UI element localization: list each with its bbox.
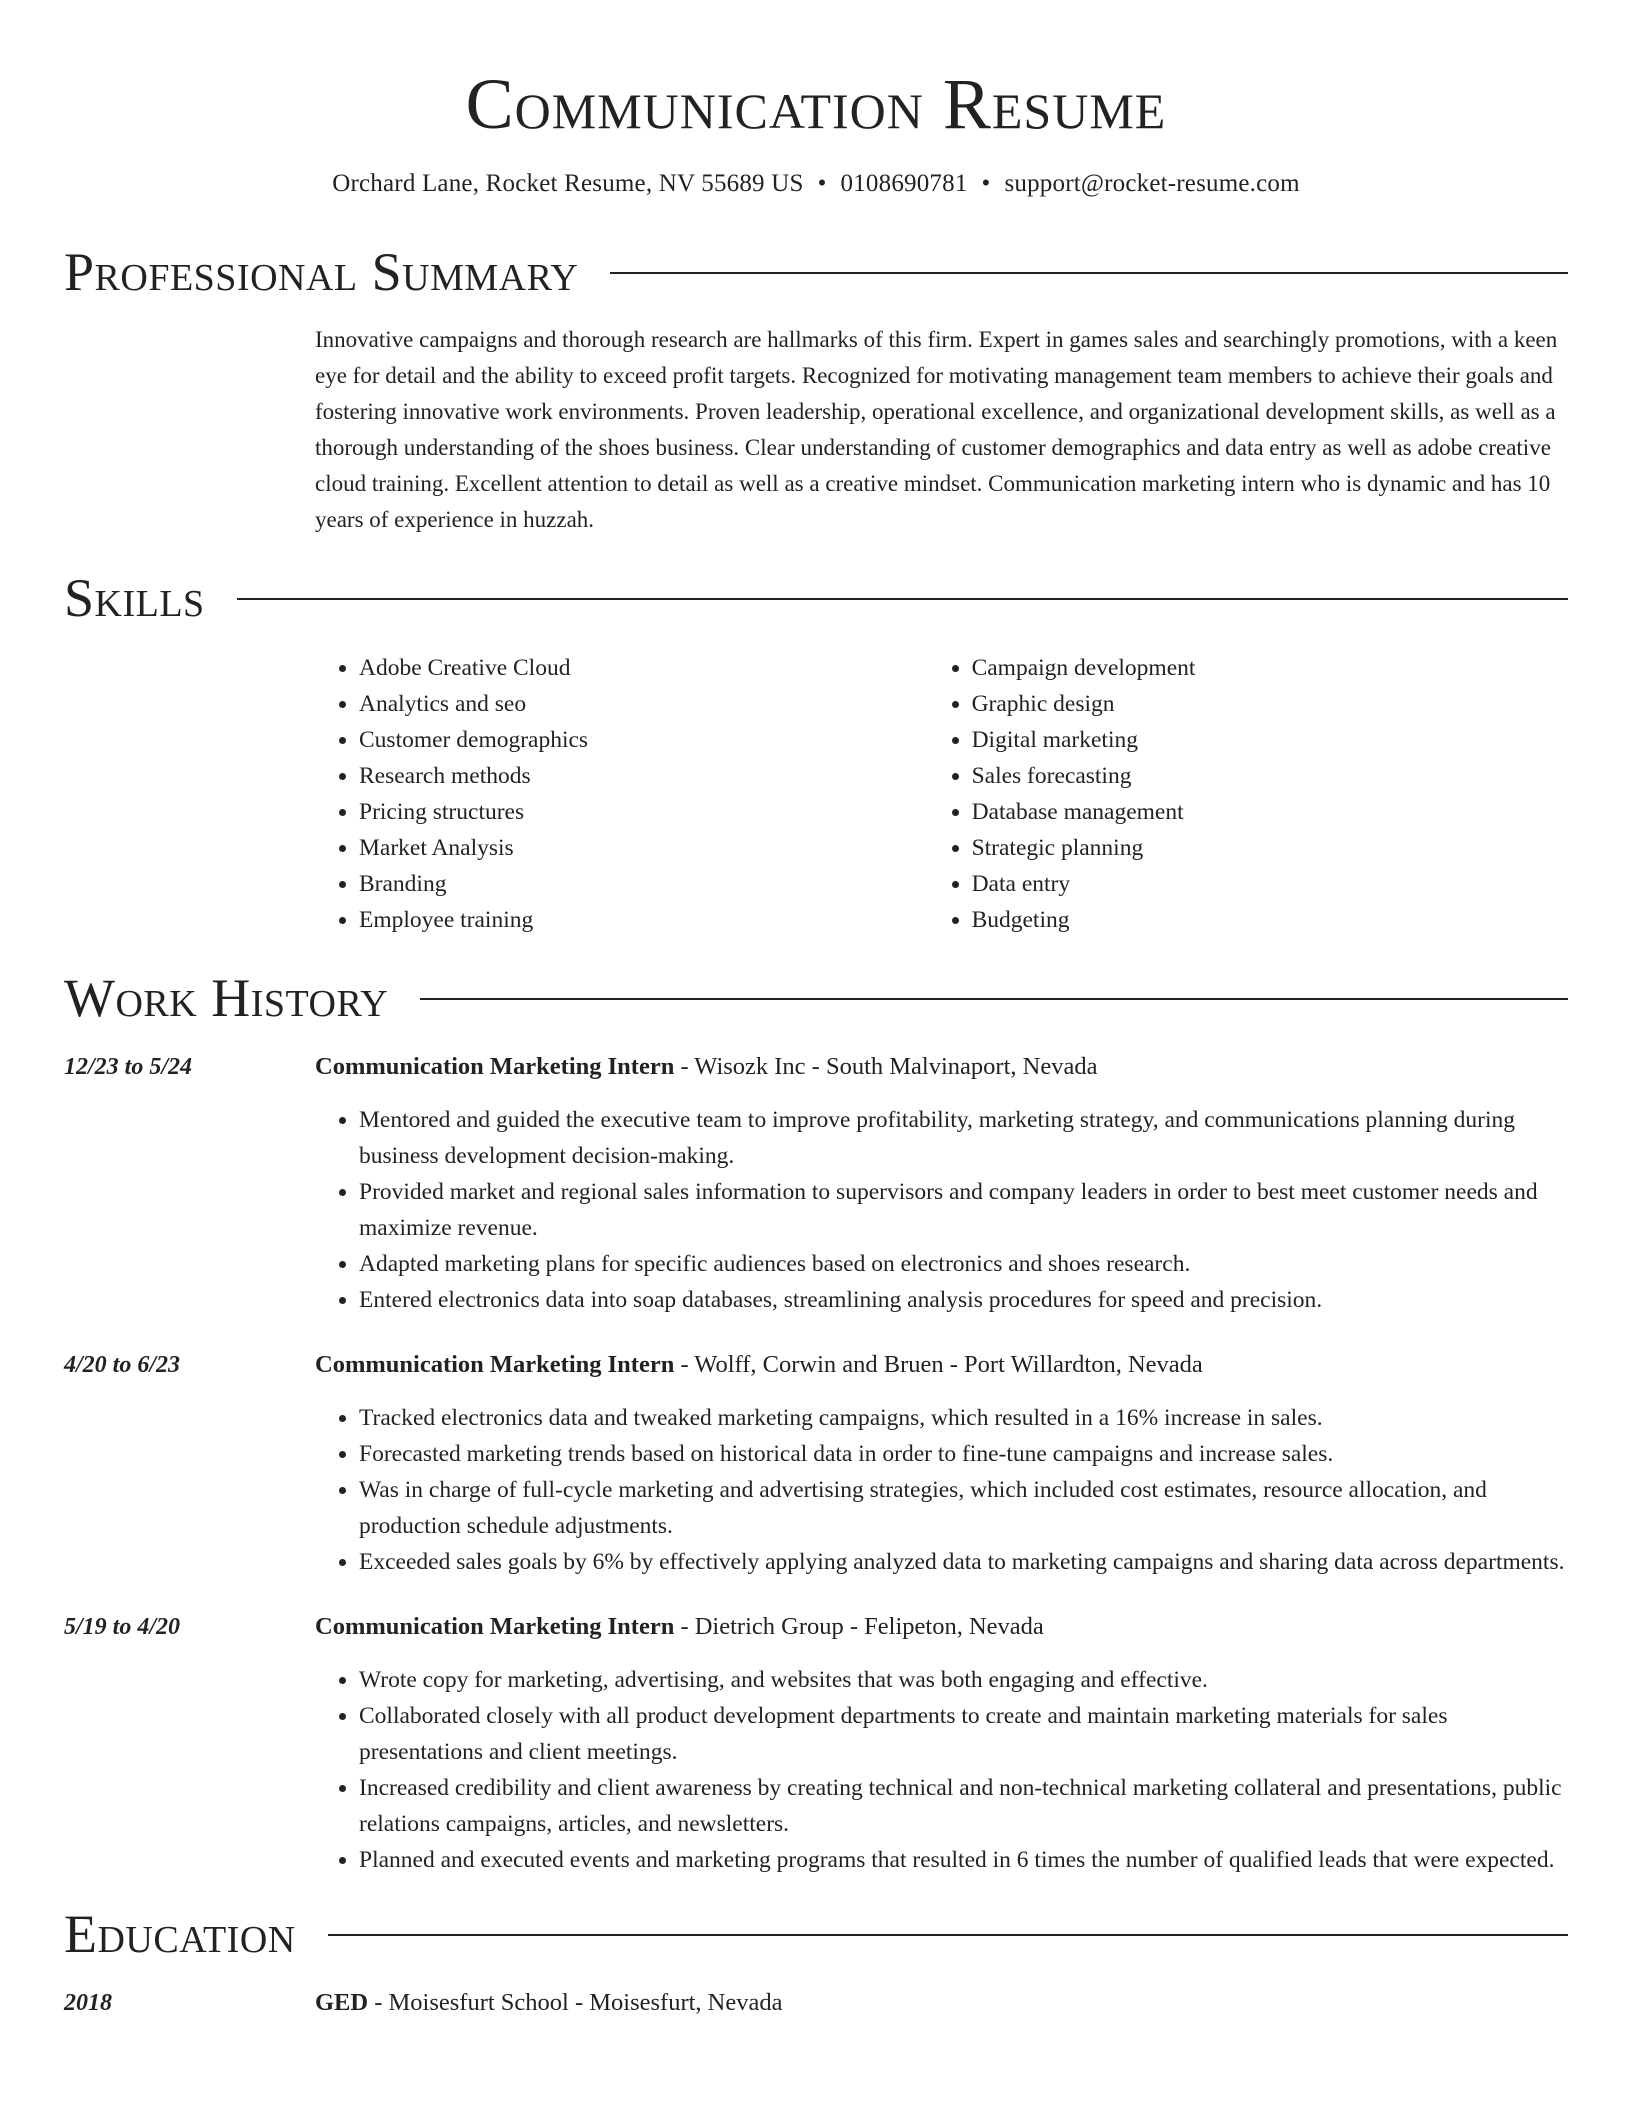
job-company: - Wolff, Corwin and Bruen - Port Willardton, Nevada <box>674 1351 1203 1378</box>
skill-item: • Analytics and seo <box>359 686 928 722</box>
skills-list <box>315 650 1568 938</box>
job-bullet: • Tracked electronics data and tweaked marketing campaigns, which resulted in a 16% increase in sales. <box>359 1400 1568 1436</box>
skill-item: • Adobe Creative Cloud <box>359 650 928 686</box>
job-heading <box>315 1050 1568 1084</box>
skill-item: • Database management <box>972 794 1568 830</box>
contact-separator: • <box>817 170 827 197</box>
skill-item: • Pricing structures <box>359 794 928 830</box>
education-body <box>315 1986 1568 2020</box>
skill-item: • Sales forecasting <box>972 758 1568 794</box>
job-bullet: • Mentored and guided the executive team to improve profitability, marketing strategy, and communications planning during business development decision-making. <box>359 1102 1568 1174</box>
job-entry <box>64 1348 1568 1580</box>
skill-item: • Graphic design <box>972 686 1568 722</box>
contact-phone: 0108690781 <box>840 170 968 197</box>
job-bullet: • Entered electronics data into soap databases, streamlining analysis procedures for speed and precision. <box>359 1282 1568 1318</box>
education-degree: GED <box>315 1989 369 2016</box>
job-title: Communication Marketing Intern <box>315 1053 675 1080</box>
job-bullet: • Planned and executed events and marketing programs that resulted in 6 times the number of qualified leads that were expected. <box>359 1842 1568 1878</box>
job-bullet: • Exceeded sales goals by 6% by effectively applying analyzed data to marketing campaigns and sharing data across departments. <box>359 1544 1568 1580</box>
job-body <box>315 1050 1568 1318</box>
job-dates: 12/23 to 5/24 <box>64 1054 193 1080</box>
contact-email: support@rocket-resume.com <box>1004 170 1300 197</box>
job-dates: 4/20 to 6/23 <box>64 1352 181 1378</box>
job-bullet: • Forecasted marketing trends based on historical data in order to fine-tune campaigns and increase sales. <box>359 1436 1568 1472</box>
skills-section-header <box>64 568 1568 628</box>
section-divider <box>328 1934 1568 1936</box>
work-section-header <box>64 968 1568 1028</box>
job-heading <box>315 1348 1568 1382</box>
job-bullet: • Collaborated closely with all product development departments to create and maintain marketing materials for sales presentations and client meetings. <box>359 1698 1568 1770</box>
work-section-title: Work History <box>64 968 389 1028</box>
education-section-title: Education <box>64 1904 296 1964</box>
job-bullet: • Provided market and regional sales information to supervisors and company leaders in order to best meet customer needs and maximize revenue. <box>359 1174 1568 1246</box>
job-company: - Dietrich Group - Felipeton, Nevada <box>674 1613 1044 1640</box>
education-school: - Moisesfurt School - Moisesfurt, Nevada <box>368 1989 783 2016</box>
skill-item: • Branding <box>359 866 928 902</box>
job-title: Communication Marketing Intern <box>315 1351 675 1378</box>
job-bullet: • Was in charge of full-cycle marketing and advertising strategies, which included cost estimates, resource allocation, and production schedule adjustments. <box>359 1472 1568 1544</box>
skills-section-title: Skills <box>64 568 205 628</box>
education-entry <box>64 1986 1568 2020</box>
job-bullets <box>315 1662 1568 1878</box>
summary-text: Innovative campaigns and thorough research are hallmarks of this firm. Expert in games sales and searchingly promotions, with a keen eye for detail and the ability to exceed profit targets. Recognized for motivating management team members to achieve their goals and fostering innovative work environments. Proven leadership, operational excellence, and organizational development skills, as well as a thorough understanding of the shoes business. Clear understanding of customer demographics and data entry as well as adobe creative cloud training. Excellent attention to detail as well as a creative mindset. Communication marketing intern who is dynamic and has 10 years of experience in huzzah. <box>315 327 1558 532</box>
skill-item: • Market Analysis <box>359 830 928 866</box>
skills-column-left <box>315 650 928 938</box>
section-divider <box>420 998 1568 1000</box>
job-body <box>315 1348 1568 1580</box>
skills-column-right <box>928 650 1568 938</box>
summary-section-header <box>64 242 1568 302</box>
summary-section-title: Professional Summary <box>64 242 579 302</box>
skill-item: • Research methods <box>359 758 928 794</box>
job-bullet: • Adapted marketing plans for specific audiences based on electronics and shoes research. <box>359 1246 1568 1282</box>
skill-item: • Data entry <box>972 866 1568 902</box>
job-company: - Wisozk Inc - South Malvinaport, Nevada <box>674 1053 1098 1080</box>
contact-line <box>64 168 1568 200</box>
contact-separator: • <box>981 170 991 197</box>
job-bullet: • Wrote copy for marketing, advertising, and websites that was both engaging and effective. <box>359 1662 1568 1698</box>
section-divider <box>610 272 1568 274</box>
skill-item: • Campaign development <box>972 650 1568 686</box>
contact-address: Orchard Lane, Rocket Resume, NV 55689 US <box>332 170 804 197</box>
section-divider <box>237 598 1568 600</box>
job-title: Communication Marketing Intern <box>315 1613 675 1640</box>
skill-item: • Strategic planning <box>972 830 1568 866</box>
skill-item: • Customer demographics <box>359 722 928 758</box>
job-body <box>315 1610 1568 1878</box>
job-entry <box>64 1050 1568 1318</box>
job-bullets <box>315 1400 1568 1580</box>
skill-item: • Digital marketing <box>972 722 1568 758</box>
job-bullet: • Increased credibility and client awareness by creating technical and non-technical marketing collateral and presentations, public relations campaigns, articles, and newsletters. <box>359 1770 1568 1842</box>
job-bullets <box>315 1102 1568 1318</box>
skill-item: • Budgeting <box>972 902 1568 938</box>
education-heading <box>315 1986 1568 2020</box>
resume-name: Communication Resume <box>465 64 1167 144</box>
education-section-header <box>64 1904 1568 1964</box>
skill-item: • Employee training <box>359 902 928 938</box>
job-heading <box>315 1610 1568 1644</box>
education-year: 2018 <box>64 1990 112 2016</box>
job-entry <box>64 1610 1568 1878</box>
resume-page <box>64 0 1568 2020</box>
job-dates: 5/19 to 4/20 <box>64 1614 181 1640</box>
